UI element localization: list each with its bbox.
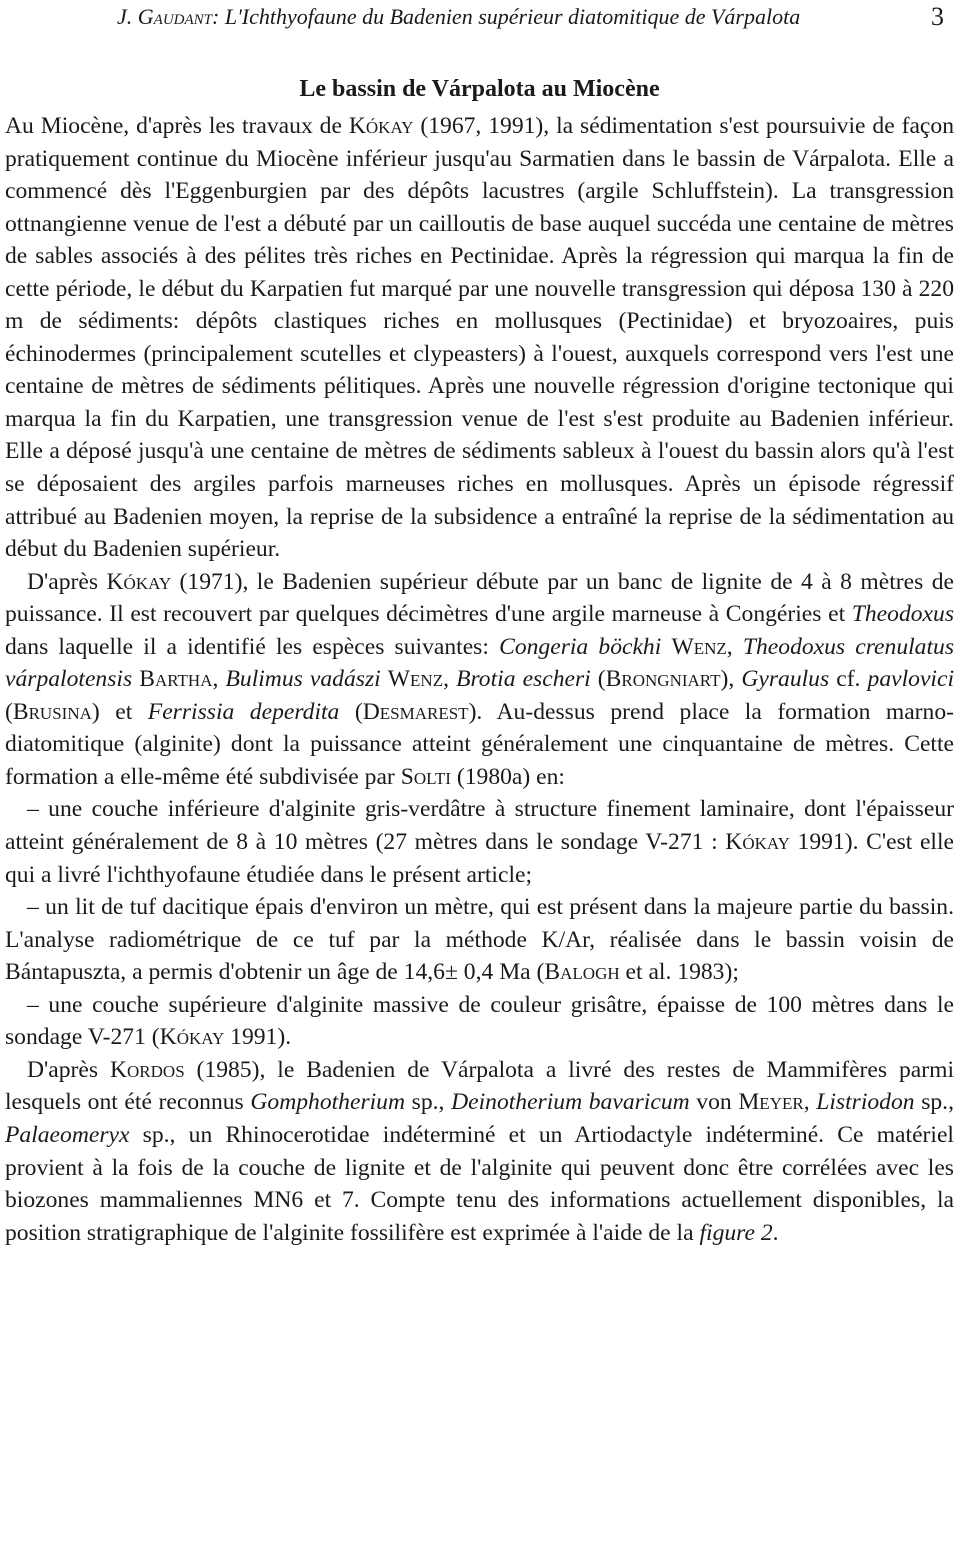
text-run: – une couche inférieure d'alginite gris-verdâtre à structure finement laminaire, dont l'épaisseur atteint généralement de 8 à 10 mètres (27 mètres dans le sondage V-271 :: [5, 796, 954, 856]
text-run: (1985), le Badenien de Várpalota a livré des restes de Mammifères parmi lesquels ont été reconnus: [5, 1056, 955, 1116]
text-run: ,: [212, 666, 226, 693]
italic-text: Gomphotherium: [250, 1089, 406, 1116]
italic-text: figure 2: [699, 1219, 773, 1246]
author-name: Solti: [400, 763, 451, 790]
text-run: – un lit de tuf dacitique épais d'environ un mètre, qui est présent dans la majeure partie du bassin. L'analyse radiométrique de ce tuf par la méthode K/Ar, réalisée dans le bassin voisin de Bántapuszta, a permis d'obtenir un âge de 14,6± 0,4 Ma (: [5, 894, 954, 986]
italic-text: Listriodon: [816, 1089, 915, 1116]
text-run: (1967, 1991), la sédimentation s'est poursuivie de façon pratiquement continue du Miocène inférieur jusqu'au Sarmatien dans le bassin de Várpalota. Elle a commencé dès l'Eggenburgien par des dépôts lacustres (argile Schluffstein). La transgression ottnangienne venue de l'est a débuté par un cailloutis de base auquel succéda une centaine de mètres de sables associés à des pélites très riches en Pectinidae. Après la régression qui marqua la fin de cette période, le début du Karpatien fut marqué par une nouvelle transgression qui déposa 130 à 220 m de sédiments: dépôts clastiques riches en mollusques (Pectinidae) et bryozoaires, puis échinodermes (principalement scutelles et clypeasters) à l'ouest, auxquels correspond vers l'est une centaine de mètres de sédiments pélitiques. Après une nouvelle régression d'origine tectonique qui marqua la fin du Karpatien, une transgression venue de l'est s'est produite au Badenien inférieur. Elle a déposé jusqu'à une centaine de mètres de sédiments sableux à l'ouest du bassin alors qu'à l'est se déposaient des argiles parfois marneuses riches en mollusques. Après un épisode régressif attribué au Badenien moyen, la reprise de la subsidence a entraîné la reprise de la sédimentation au début du Badenien supérieur.: [5, 113, 954, 563]
running-head: [5, 0, 954, 40]
author-name: Wenz: [671, 633, 727, 660]
running-head-text: J. Gaudant: L'Ichthyofaune du Badenien supérieur diatomitique de Várpalota: [117, 4, 801, 29]
text-run: ),: [720, 666, 742, 693]
text-run: ) et: [91, 698, 148, 725]
text-run: ,: [443, 666, 457, 693]
italic-text: Palaeomeryx: [5, 1121, 130, 1148]
author-name: Kókay: [348, 113, 414, 139]
text-run: (1971), le Badenien supérieur débute par un banc de lignite de 4 à 8 mètres de puissance. Il est recouvert par quelques décimètres d'une argile marneuse à Congéries et: [5, 568, 954, 628]
text-run: (: [590, 666, 606, 693]
author-name: Wenz: [387, 666, 444, 693]
text-run: sp., un Rhinocerotidae indéterminé et un Artiodactyle indéterminé. Ce matériel provient à la fois de la couche de lignite et de l'alginite qui peuvent donc être corrélées avec les biozones mammaliennes MN6 et 7. Compte tenu des informations actuellement disponibles, la position stratigraphique de l'alginite fossilifère est exprimée à l'aide de la: [5, 1121, 954, 1246]
author-name: Brongniart: [605, 666, 721, 693]
page-number: 3: [931, 2, 944, 31]
text-run: Au Miocène, d'après les travaux de: [5, 113, 349, 139]
text-run: D'après: [27, 568, 107, 595]
paragraph: [5, 891, 954, 989]
paragraph: [5, 566, 954, 794]
italic-text: Deinotherium bavaricum: [451, 1089, 690, 1116]
paragraph: [5, 110, 954, 566]
italic-text: pavlovici: [867, 666, 955, 693]
text-run: dans laquelle il a identifié les espèces suivantes:: [5, 633, 500, 660]
italic-text: Gyraulus: [741, 666, 830, 693]
text-run: – une couche supérieure d'alginite massive de couleur grisâtre, épaisse de 100 mètres dans le sondage V-271 (: [5, 991, 954, 1051]
italic-text: Theodoxus: [851, 601, 954, 628]
paragraph: [5, 793, 954, 891]
author-name: Kókay: [159, 1024, 225, 1051]
body-text: [5, 110, 954, 1249]
text-run: 1991).: [224, 1024, 292, 1051]
italic-text: Brotia escheri: [456, 666, 591, 693]
text-run: .: [772, 1219, 779, 1246]
italic-text: Ferrissia deperdita: [147, 698, 340, 725]
author-name: Kordos: [109, 1056, 185, 1083]
text-run: et al. 1983);: [619, 959, 739, 986]
text-run: D'après: [27, 1056, 110, 1083]
text-run: ,: [726, 633, 743, 660]
italic-text: Congeria böckhi: [499, 633, 662, 660]
text-run: (: [5, 698, 13, 725]
text-run: (1980a) en:: [450, 763, 565, 790]
text-run: sp.,: [405, 1089, 452, 1116]
author-name: Kókay: [106, 568, 172, 595]
italic-text: Bulimus vadászi: [225, 666, 381, 693]
text-run: ). Au-dessus prend place la formation marno-diatomitique (alginite) dont la puissance atteint généralement une cinquantaine de mètres. Cette formation a elle-même été subdivisée par: [5, 698, 954, 790]
running-head-author: J. Gaudant: [117, 4, 212, 29]
paragraph: [5, 1054, 954, 1249]
author-name: Balogh: [544, 959, 620, 986]
text-run: cf.: [829, 666, 868, 693]
running-head-title: L'Ichthyofaune du Badenien supérieur diatomitique de Várpalota: [224, 4, 801, 29]
author-name: Brusina: [12, 698, 92, 725]
author-name: Kókay: [725, 829, 790, 856]
text-run: von: [689, 1089, 739, 1116]
text-run: (: [339, 698, 363, 725]
paragraph: [5, 989, 954, 1054]
text-run: [661, 634, 671, 660]
author-name: Meyer: [738, 1089, 804, 1116]
text-run: 1991). C'est elle qui a livré l'ichthyofaune étudiée dans le présent article;: [5, 829, 955, 888]
italic-text: Theodoxus crenulatus várpalotensis: [5, 633, 955, 693]
text-run: sp.,: [914, 1089, 954, 1116]
text-run: ,: [803, 1089, 817, 1116]
author-name: Bartha: [139, 666, 213, 693]
section-title: Le bassin de Várpalota au Miocène: [299, 76, 660, 102]
text-run: [381, 666, 388, 692]
author-name: Desmarest: [362, 698, 469, 725]
